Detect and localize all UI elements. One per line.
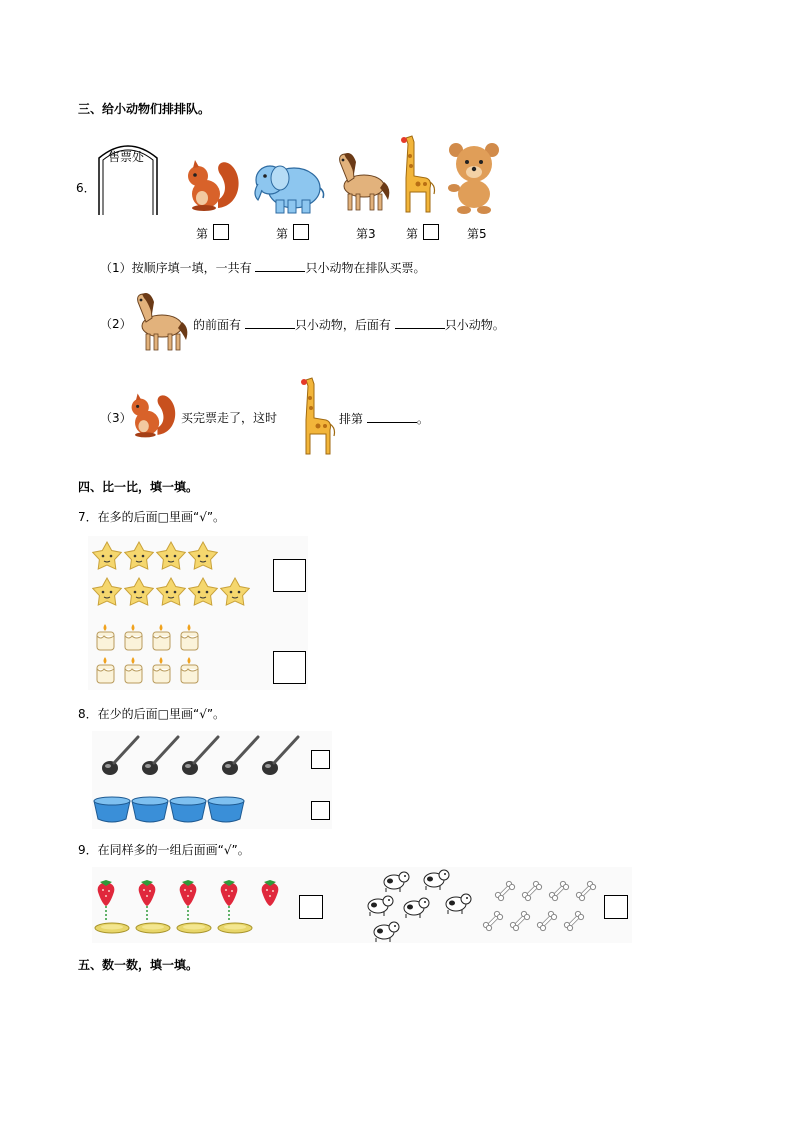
dog-icon: [400, 896, 430, 920]
squirrel-icon: [184, 156, 244, 214]
bone-icon: [521, 880, 543, 902]
candle-icon: [94, 622, 117, 652]
position-label-2: 第: [276, 227, 289, 241]
horse-icon: [128, 287, 190, 355]
position-label-3: 第3: [356, 227, 376, 241]
strawberry-icon: [94, 878, 118, 908]
elephant-icon: [250, 160, 326, 216]
strawberry-icon: [217, 878, 241, 908]
star-icon: [188, 541, 218, 573]
spoon-icon: [220, 733, 262, 777]
star-icon: [92, 577, 122, 609]
dog-icon: [364, 894, 394, 918]
q8-answer-box-bowls[interactable]: [311, 801, 330, 820]
candle-icon: [150, 655, 173, 685]
star-icon: [92, 541, 122, 573]
q9-answer-box-strawberries[interactable]: [299, 895, 323, 919]
subquestion-3-end: 排第 。: [339, 412, 429, 426]
stem-line: [186, 906, 190, 922]
bear-icon: [446, 142, 504, 214]
stem-line: [145, 906, 149, 922]
plate-icon: [217, 922, 253, 934]
subquestion-2-prefix: （2）: [100, 317, 132, 331]
bone-icon: [563, 910, 585, 932]
q7-answer-box-stars[interactable]: [273, 559, 306, 592]
booth-label: 售票处: [108, 150, 145, 164]
answer-box-position-2[interactable]: [293, 224, 309, 240]
spoon-icon: [140, 733, 182, 777]
plate-icon: [135, 922, 171, 934]
candle-icon: [178, 655, 201, 685]
dog-icon: [420, 868, 450, 892]
bone-icon: [575, 880, 597, 902]
position-label-1: 第: [196, 227, 209, 241]
position-label-5: 第5: [467, 227, 487, 241]
position-label-4: 第: [406, 227, 419, 241]
answer-blank-total[interactable]: [255, 259, 305, 272]
bowl-icon: [168, 795, 208, 825]
ticket-booth: [96, 140, 160, 216]
answer-blank-behind[interactable]: [395, 316, 445, 329]
bone-icon: [536, 910, 558, 932]
candle-icon: [122, 655, 145, 685]
plate-icon: [94, 922, 130, 934]
dog-icon: [380, 870, 410, 894]
dog-icon: [370, 920, 400, 944]
strawberry-icon: [258, 878, 282, 908]
question-6-number: 6．: [76, 181, 96, 195]
bone-icon: [509, 910, 531, 932]
answer-blank-front[interactable]: [245, 316, 295, 329]
candle-icon: [150, 622, 173, 652]
candle-icon: [94, 655, 117, 685]
star-icon: [220, 577, 250, 609]
strawberry-icon: [176, 878, 200, 908]
subquestion-2-text: 的前面有 只小动物，后面有 只小动物。: [193, 318, 505, 332]
plate-icon: [176, 922, 212, 934]
star-icon: [156, 577, 186, 609]
star-icon: [156, 541, 186, 573]
q9-bones: [482, 878, 592, 940]
bowl-icon: [206, 795, 246, 825]
bone-icon: [548, 880, 570, 902]
answer-blank-rank[interactable]: [367, 410, 417, 423]
strawberry-icon: [135, 878, 159, 908]
spoon-icon: [100, 733, 142, 777]
section4-heading: 四、比一比，填一填。: [78, 480, 199, 494]
q9-answer-box-dogs-bones[interactable]: [604, 895, 628, 919]
answer-box-position-4[interactable]: [423, 224, 439, 240]
q9-dogs: [360, 866, 480, 944]
subquestion-3-prefix: （3）: [100, 411, 132, 425]
squirrel-icon: [128, 390, 180, 440]
subquestion-1: （1）按顺序填一填，一共有 只小动物在排队买票。: [100, 261, 426, 275]
candle-icon: [122, 622, 145, 652]
question-8-text: 8．在少的后面□里画“√”。: [78, 707, 226, 721]
horse-icon: [330, 148, 392, 214]
stem-line: [227, 906, 231, 922]
section3-heading: 三、给小动物们排排队。: [78, 102, 211, 116]
spoon-icon: [180, 733, 222, 777]
q8-answer-box-spoons[interactable]: [311, 750, 330, 769]
star-icon: [124, 541, 154, 573]
stem-line: [104, 906, 108, 922]
giraffe-icon: [396, 132, 436, 214]
bone-icon: [482, 910, 504, 932]
spoon-icon: [260, 733, 302, 777]
subquestion-3-text: 买完票走了，这时: [181, 411, 278, 425]
star-icon: [188, 577, 218, 609]
answer-box-position-1[interactable]: [213, 224, 229, 240]
bone-icon: [494, 880, 516, 902]
star-icon: [124, 577, 154, 609]
bowl-icon: [130, 795, 170, 825]
question-9-text: 9．在同样多的一组后面画“√”。: [78, 843, 250, 857]
animal-queue: [180, 132, 505, 244]
giraffe-icon: [296, 374, 336, 456]
candle-icon: [178, 622, 201, 652]
q7-answer-box-candles[interactable]: [273, 651, 306, 684]
question-7-text: 7．在多的后面□里画“√”。: [78, 510, 226, 524]
dog-icon: [442, 892, 472, 916]
section5-heading: 五、数一数，填一填。: [78, 958, 199, 972]
bowl-icon: [92, 795, 132, 825]
